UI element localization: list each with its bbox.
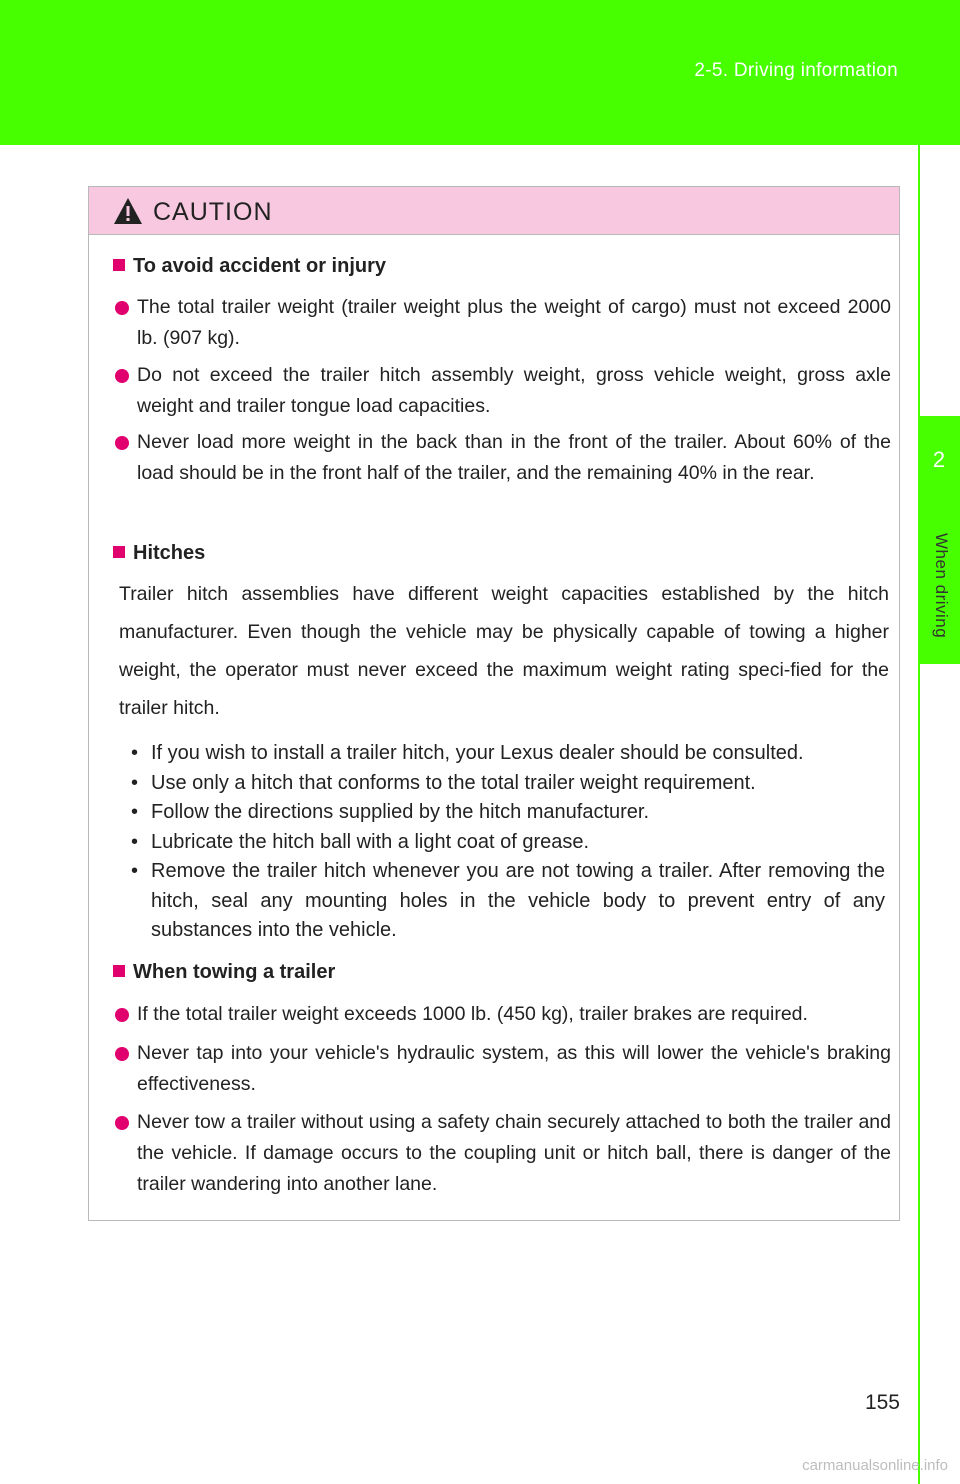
page-number: 155 xyxy=(864,1391,900,1414)
round-bullet-icon xyxy=(115,1116,129,1130)
caution-box xyxy=(88,186,900,1221)
header-band xyxy=(0,0,960,145)
round-bullet-icon xyxy=(115,436,129,450)
caution-title: CAUTION xyxy=(153,198,273,226)
watermark: carmanualsonline.info xyxy=(802,1457,948,1474)
round-bullet-icon xyxy=(115,1047,129,1061)
sub-list-item: • Remove the trailer hitch whenever you are not towing a trailer. After removing the hitch, seal any mounting holes in the vehicle body to prevent entry of any substances into the vehicle. xyxy=(131,860,885,941)
section-heading: To avoid accident or injury xyxy=(113,255,386,278)
chapter-label: When driving xyxy=(932,533,951,639)
hitches-paragraph: Trailer hitch assemblies have different weight capacities established by the hitch manufacturer. Even though the vehicle may be physically capable of towing a higher weight, the operator must never exceed the maximum weight rating speci-fied for the trailer hitch. xyxy=(119,583,889,719)
section-title: 2-5. Driving information xyxy=(694,60,898,81)
section-heading: Hitches xyxy=(113,542,205,565)
list-item: If the total trailer weight exceeds 1000 lb. (450 kg), trailer brakes are required. xyxy=(115,999,891,1030)
round-bullet-icon xyxy=(115,369,129,383)
section-heading: When towing a trailer xyxy=(113,961,335,984)
list-item: The total trailer weight (trailer weight plus the weight of cargo) must not exceed 2000 lb. (907 kg). xyxy=(115,292,891,354)
chapter-side-tab xyxy=(918,145,960,1484)
round-bullet-icon xyxy=(115,301,129,315)
square-bullet-icon xyxy=(113,965,125,977)
list-item: Never tap into your vehicle's hydraulic system, as this will lower the vehicle's braking effectiveness. xyxy=(115,1038,891,1100)
sub-list-item: • Lubricate the hitch ball with a light coat of grease. xyxy=(131,830,590,853)
square-bullet-icon xyxy=(113,259,125,271)
chapter-number: 2 xyxy=(932,447,946,472)
square-bullet-icon xyxy=(113,546,125,558)
list-item: Do not exceed the trailer hitch assembly weight, gross vehicle weight, gross axle weight and trailer tongue load capacities. xyxy=(115,360,891,422)
caution-header xyxy=(89,187,899,235)
sub-list-item: • If you wish to install a trailer hitch, your Lexus dealer should be consulted. xyxy=(131,742,804,764)
warning-triangle-icon xyxy=(113,197,143,225)
hitch-sub-list xyxy=(125,739,885,946)
sub-list-item: • Follow the directions supplied by the hitch manufacturer. xyxy=(131,801,650,823)
list-item: Never load more weight in the back than in the front of the trailer. About 60% of the load should be in the front half of the trailer, and the remaining 40% in the rear. xyxy=(115,427,891,489)
round-bullet-icon xyxy=(115,1008,129,1022)
side-tab-line xyxy=(918,145,920,1484)
list-item: Never tow a trailer without using a safety chain securely attached to both the trailer and the vehicle. If damage occurs to the coupling unit or hitch ball, there is danger of the trailer wandering into another lane. xyxy=(115,1107,891,1200)
sub-list-item: • Use only a hitch that conforms to the total trailer weight requirement. xyxy=(131,771,756,794)
